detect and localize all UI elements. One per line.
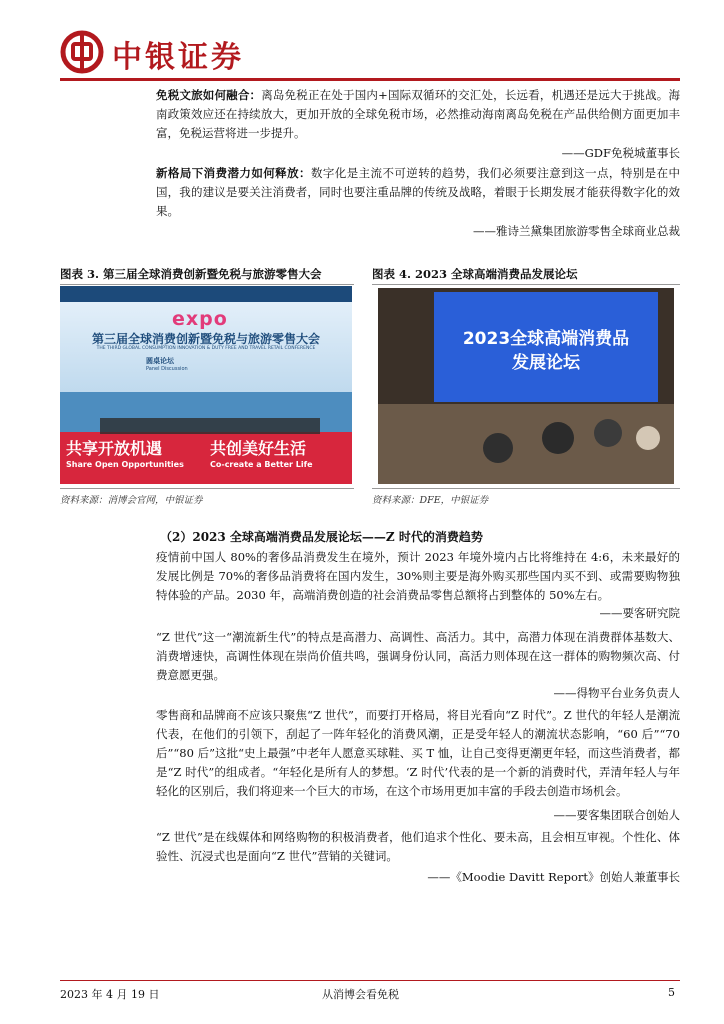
figure-3-bottom-rule (60, 488, 354, 489)
figure-4-photo (378, 288, 674, 484)
intro-p2-attribution: ——雅诗兰黛集团旅游零售全球商业总裁 (473, 224, 680, 238)
fig3-slogan-right-cn: 共创美好生活 (210, 439, 307, 458)
footer-date: 2023 年 4 月 19 日 (60, 988, 160, 1001)
section-paragraph-4: “Z 世代”是在线媒体和网络购物的积极消费者，他们追求个性化、要未高，且会相互审视。个性化、体验性、沉浸式也是面向“Z 世代”营销的关键词。 (156, 830, 680, 863)
section-paragraph-1: 疫情前中国人 80%的奢侈品消费发生在境外，预计 2023 年境外境内占比将维持在 4:6，未来最好的发展比例是 70%的奢侈品消费将在国内发生，30%则主要是海外购买那些国内买不到、或需要购物独特体验的产品。2030 年，高端消费创造的社会消费品零售总额将占到整体的 50%左右。 (156, 550, 680, 602)
intro-p1-body: 离岛免税正在处于国内+国际双循环的交汇处，长远看，机遇还是远大于挑战。海南政策效应还在持续放大，更加开放的全球免税市场，必然推动海南离岛免税在产品供给侧方面更加丰富，免税运营将进一步提升。 (156, 88, 680, 140)
figure-3-photo (60, 286, 352, 484)
fig4-screen-line-2: 发展论坛 (512, 353, 580, 373)
section-paragraph-3: 零售商和品牌商不应该只聚焦“Z 世代”，而要打开格局，将目光看向“Z 时代”。Z 世代的年轻人是潮流代表，在他们的引领下，刮起了一阵年轻化的消费风潮，正是受年轻人的潮流状态影响，“60 后”“70 后”“80 后”这批“史上最强”中老年人愿意买球鞋、买 T 恤，让自己变得更潮更年轻，而这些消费者，都是“Z 时代”的组成者。“年轻化是所有人的梦想。‘Z 时代’代表的是一个新的消费时代，弄清年轻人与年轻化的区别后，我们将迎来一个巨大的市场，在这个市场用更加丰富的手段去创造市场机会。 (156, 708, 680, 798)
intro-paragraph-2 (156, 164, 680, 221)
page-header (60, 26, 680, 78)
fig3-slogan-right-en: Co-create a Better Life (210, 460, 313, 469)
section-p1-attribution: ——要客研究院 (599, 606, 680, 620)
header-divider (60, 78, 680, 81)
brand-name: 中银证券 (112, 40, 244, 75)
figure-4-bottom-rule (372, 488, 680, 489)
section-p4-attribution: ——《Moodie Davitt Report》创始人兼董事长 (427, 870, 680, 884)
intro-paragraph-1 (156, 86, 680, 143)
figure-4-source: 资料来源：DFE，中银证券 (372, 495, 489, 506)
section-p2-attribution: ——得物平台业务负责人 (553, 686, 680, 700)
footer-title: 从消博会看免税 (322, 988, 399, 1001)
fig3-panel-label-cn: 圆桌论坛 (146, 357, 174, 365)
fig4-screen-line-1: 2023全球高端消费品 (462, 329, 630, 349)
intro-p1-lead: 免税文旅如何融合： (156, 88, 262, 102)
fig3-slogan-left-en: Share Open Opportunities (66, 460, 184, 469)
page-number: 5 (668, 986, 675, 999)
fig3-banner-subtitle: THE THIRD GLOBAL CONSUMPTION INNOVATION & DUTY FREE AND TRAVEL RETAIL CONFERENCE (96, 346, 316, 351)
figure-3-top-rule (60, 284, 354, 285)
intro-p2-body: 数字化是主流不可逆转的趋势，我们必须要注意到这一点，特别是在中国，我的建议是要关注消费者，同时也要注重品牌的传统及战略，着眼于长期发展才能获得数字化的效果。 (156, 166, 681, 218)
section-paragraph-2: “Z 世代”这一“潮流新生代”的特点是高潜力、高调性、高活力。其中，高潜力体现在消费群体基数大、消费增速快，高调性体现在崇尚价值共鸣，强调身份认同，高活力则体现在这一群体的购物频次高、付费意愿更强。 (156, 630, 680, 682)
section-heading: （2）2023 全球高端消费品发展论坛——Z 时代的消费趋势 (160, 530, 483, 544)
footer-divider (60, 980, 680, 981)
figure-4-title: 图表 4. 2023 全球高端消费品发展论坛 (372, 267, 578, 281)
figure-4-top-rule (372, 284, 680, 285)
fig3-slogan-left-cn: 共享开放机遇 (66, 439, 163, 458)
bank-of-china-logo-icon (60, 30, 104, 74)
fig3-panel-label-en: Panel Discussion (146, 366, 188, 372)
figure-3-title: 图表 3. 第三届全球消费创新暨免税与旅游零售大会 (60, 267, 322, 281)
section-p3-attribution: ——要客集团联合创始人 (553, 808, 680, 822)
figure-3-source: 资料来源：消博会官网，中银证券 (60, 495, 203, 506)
intro-p1-attribution: ——GDF免税城董事长 (561, 146, 680, 160)
expo-logo: expo (172, 308, 228, 330)
fig3-banner-title: 第三届全球消费创新暨免税与旅游零售大会 (91, 332, 320, 346)
intro-p2-lead: 新格局下消费潜力如何释放： (156, 166, 311, 180)
